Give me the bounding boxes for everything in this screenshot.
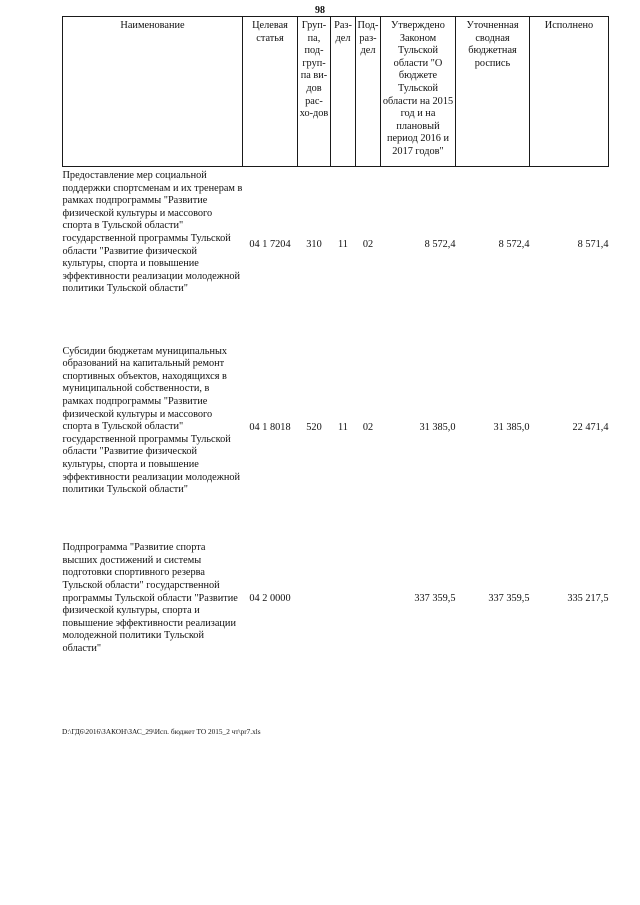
- header-approved: Утверждено Законом Тульской области "О бюджете Тульской области на 2015 год и на плановый период 2016 и 2017 годов": [381, 17, 456, 167]
- row-approved: 8 572,4: [424, 239, 456, 250]
- budget-table: [62, 16, 609, 656]
- row-executed: 8 571,4: [577, 239, 609, 250]
- page-number: 98: [315, 5, 325, 16]
- row-section: 11: [338, 239, 348, 250]
- header-refined: Уточненная сводная бюджетная роспись: [456, 17, 530, 167]
- row-section: 11: [338, 421, 348, 433]
- table-row: [63, 167, 609, 240]
- table-header-row: [63, 17, 609, 167]
- row-name-cell: Подпрограмма "Развитие спорта высших достижений и системы подготовки спортивного резерва Тульской области" государственной программы Тульской области "Развитие физической культуры, спорта и повышение эффективности реализации молодежной политики Тульской области": [62, 542, 238, 654]
- header-section: Раз-дел: [331, 17, 356, 167]
- footer-file-path: D:\ГД6\2016\ЗАКОН\ЗАС_29\Исп. бюджет ТО 2015_2 чт\pr7.xls: [62, 727, 261, 736]
- row-group: 310: [306, 239, 322, 250]
- header-expense-group: Груп-па, под-груп-па ви-дов рас-хо-дов: [298, 17, 331, 167]
- row-group: 520: [306, 421, 322, 433]
- row-refined: 31 385,0: [493, 421, 530, 433]
- header-executed: Исполнено: [530, 17, 609, 167]
- row-refined: 8 572,4: [498, 239, 530, 250]
- row-code: 04 2 0000: [249, 593, 291, 605]
- row-subsection: 02: [362, 239, 374, 250]
- row-subsection: 02: [362, 421, 374, 433]
- row-approved: 31 385,0: [419, 421, 456, 433]
- table-row: [63, 542, 609, 593]
- row-code: 04 1 7204: [249, 239, 291, 250]
- row-refined: 337 359,5: [488, 593, 530, 605]
- table-row: [63, 346, 609, 422]
- row-name-cell: Предоставление мер социальной поддержки спортсменам и их тренерам в рамках подпрограммы "Развитие физической культуры и массового спорта в Тульской области" государственной программы Тульской области "Развитие физической культуры, спорта и повышение эффективности реализации молодежной политики Тульской области": [62, 170, 243, 295]
- row-code: 04 1 8018: [249, 421, 291, 433]
- header-target-article: Целевая статья: [243, 17, 298, 167]
- row-approved: 337 359,5: [414, 593, 456, 605]
- header-subsection: Под-раз-дел: [356, 17, 381, 167]
- row-subsection: [356, 593, 381, 606]
- row-section: [331, 593, 356, 606]
- row-executed: 22 471,4: [572, 421, 609, 433]
- header-name: Наименование: [63, 17, 243, 167]
- row-executed: 335 217,5: [567, 593, 609, 605]
- row-name-cell: Субсидии бюджетам муниципальных образований на капитальный ремонт спортивных объектов, находящихся в муниципальной собственности, в рамках подпрограммы "Развитие физической культуры и массового спорта в Тульской области" государственной программы Тульской области "Развитие физической культуры, спорта и повышение эффективности реализации молодежной политики Тульской области": [62, 345, 241, 496]
- row-group: [298, 593, 331, 606]
